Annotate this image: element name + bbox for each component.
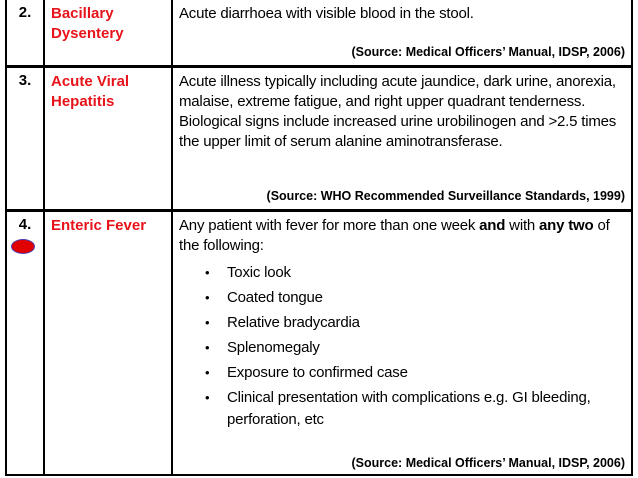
definition-text: with bbox=[505, 217, 540, 234]
criterion-text: Exposure to confirmed case bbox=[227, 364, 408, 381]
source-citation: (Source: Medical Officers’ Manual, IDSP, 2006) bbox=[351, 45, 625, 59]
criteria-list bbox=[179, 260, 625, 431]
definitions-table bbox=[5, 0, 633, 476]
criterion-text: Toxic look bbox=[227, 264, 291, 281]
list-item bbox=[179, 310, 625, 335]
disease-name: Acute Viral Hepatitis bbox=[51, 73, 130, 110]
row-number: 3. bbox=[18, 72, 32, 89]
case-definition: Acute diarrhoea with visible blood in the stool. bbox=[179, 5, 474, 22]
bullet-icon: • bbox=[205, 265, 210, 280]
table-row bbox=[7, 68, 631, 209]
red-oval-marker-icon bbox=[11, 239, 35, 254]
bullet-icon: • bbox=[205, 290, 210, 305]
row-number: 2. bbox=[18, 4, 32, 21]
row-number: 4. bbox=[18, 216, 32, 233]
list-item bbox=[179, 387, 625, 431]
list-item bbox=[179, 285, 625, 310]
source-citation: (Source: Medical Officers’ Manual, IDSP, 2006) bbox=[351, 456, 625, 470]
disease-name: Enteric Fever bbox=[51, 217, 147, 234]
criterion-text: Clinical presentation with complications e.g. GI bleeding, perforation, etc bbox=[227, 389, 591, 428]
bullet-icon: • bbox=[205, 390, 210, 405]
definition-emphasis: any two bbox=[539, 217, 594, 234]
table-row bbox=[7, 0, 631, 65]
case-definition: Acute illness typically including acute jaundice, dark urine, anorexia, malaise, extreme fatigue, and right upper quadrant tenderness. Biological signs include increased urine urobilinogen and >2.5 times the upper limit of serum alanine aminotransferase. bbox=[179, 73, 617, 150]
source-citation: (Source: WHO Recommended Surveillance Standards, 1999) bbox=[266, 189, 625, 203]
criterion-text: Coated tongue bbox=[227, 289, 323, 306]
definition-emphasis: and bbox=[479, 217, 506, 234]
list-item bbox=[179, 335, 625, 360]
bullet-icon: • bbox=[205, 340, 210, 355]
list-item bbox=[179, 260, 625, 285]
list-item bbox=[179, 360, 625, 385]
bullet-icon: • bbox=[205, 365, 210, 380]
bullet-icon: • bbox=[205, 315, 210, 330]
case-definition bbox=[179, 216, 625, 431]
criterion-text: Relative bradycardia bbox=[227, 314, 360, 331]
table-row bbox=[7, 212, 631, 474]
definition-text: Any patient with fever for more than one week bbox=[179, 217, 480, 234]
definition-text: of the following: bbox=[179, 217, 610, 254]
criterion-text: Splenomegaly bbox=[227, 339, 320, 356]
disease-name: Bacillary Dysentery bbox=[51, 5, 124, 42]
